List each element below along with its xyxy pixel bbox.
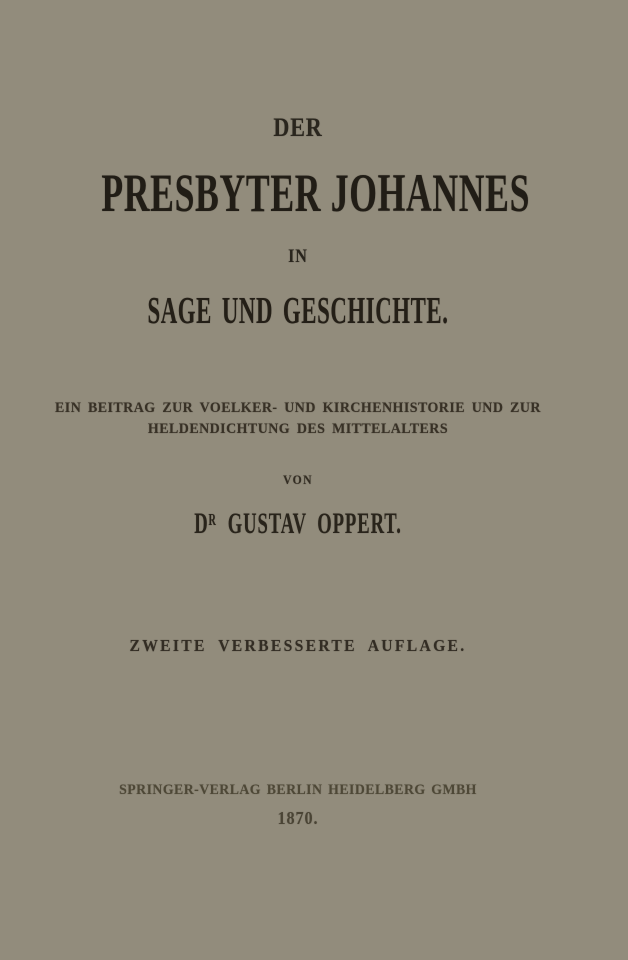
description-line-1: EIN BEITRAG ZUR VOELKER- UND KIRCHENHISTORIE UND ZUR — [55, 400, 541, 416]
author-full-name: GUSTAV OPPERT. — [227, 507, 402, 540]
edition-note: ZWEITE VERBESSERTE AUFLAGE. — [129, 636, 467, 655]
author-title-superscript: R — [208, 510, 216, 530]
publication-year: 1870. — [277, 808, 319, 828]
byline-von: VON — [283, 472, 313, 487]
description-line-2: HELDENDICHTUNG DES MITTELALTERS — [147, 421, 449, 437]
book-subtitle: SAGE UND GESCHICHTE. — [147, 290, 449, 332]
kicker-der: DER — [273, 113, 323, 142]
author-name — [113, 509, 483, 539]
author-title-prefix: D — [194, 507, 209, 540]
title-connector-in: IN — [288, 246, 308, 267]
publisher-imprint: SPRINGER-VERLAG BERLIN HEIDELBERG GMBH — [119, 782, 477, 798]
book-title: PRESBYTER JOHANNES — [101, 163, 531, 223]
subtitle-description — [21, 398, 575, 440]
